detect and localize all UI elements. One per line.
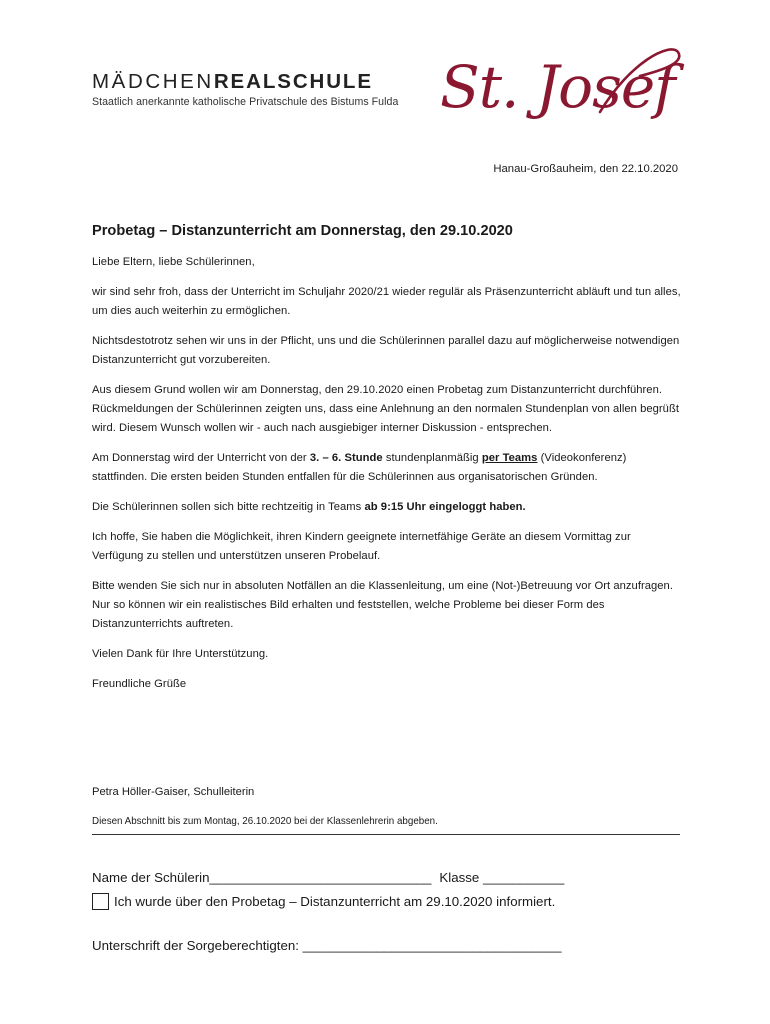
p4-lessons-bold: 3. – 6. Stunde	[309, 452, 383, 464]
signature-field[interactable]: Unterschrift der Sorgeberechtigten: ___________________________________	[92, 938, 562, 953]
cut-divider	[92, 834, 680, 835]
p4-text-a: Am Donnerstag wird der Unterricht von der	[92, 452, 310, 464]
informed-checkbox-label: Ich wurde über den Probetag – Distanzunterricht am 29.10.2020 informiert.	[114, 894, 556, 909]
logo-swash-icon	[560, 42, 690, 152]
paragraph-2: Nichtsdestotrotz sehen wir uns in der Pflicht, uns und die Schülerinnen parallel dazu auf möglicherweise notwendigen Distanzunterricht gut vorzubereiten.	[92, 335, 680, 366]
informed-checkbox[interactable]	[92, 893, 109, 910]
p4-teams-bold: per Teams	[481, 452, 538, 464]
signer-name: Petra Höller-Gaiser, Schulleiterin	[92, 786, 255, 798]
class-field[interactable]: Klasse ___________	[439, 870, 565, 885]
return-note: Diesen Abschnitt bis zum Montag, 26.10.2020 bei der Klassenlehrerin abgeben.	[92, 816, 438, 827]
p4-text-e: (Videokonferenz) stattfinden. Die ersten beiden Stunden entfallen für die Schülerinnen aus organisatorischen Gründen.	[92, 452, 627, 483]
date-line: Hanau-Großauheim, den 22.10.2020	[493, 163, 678, 175]
consent-row	[92, 893, 555, 910]
paragraph-6: Ich hoffe, Sie haben die Möglichkeit, ihren Kindern geeignete internetfähige Geräte an diesem Vormittag zur Verfügung zu stellen und unterstützen unseren Probelauf.	[92, 531, 631, 562]
student-name-field[interactable]: Name der Schülerin______________________________	[92, 870, 432, 885]
school-subtitle: Staatlich anerkannte katholische Privatschule des Bistums Fulda	[92, 96, 399, 108]
p5-text-a: Die Schülerinnen sollen sich bitte rechtzeitig in Teams	[92, 501, 365, 513]
st-josef-logo: St. Josef	[440, 53, 675, 121]
thanks-line: Vielen Dank für Ihre Unterstützung.	[92, 648, 269, 660]
p5-time-bold: ab 9:15 Uhr eingeloggt haben.	[364, 501, 526, 513]
closing-line: Freundliche Grüße	[92, 678, 187, 690]
letter-title: Probetag – Distanzunterricht am Donnerstag, den 29.10.2020	[92, 223, 513, 239]
paragraph-7: Bitte wenden Sie sich nur in absoluten Notfällen an die Klassenleitung, um eine (Not-)Betreuung vor Ort anzufragen. Nur so können wir ein realistisches Bild erhalten und feststellen, welche Probleme bei dieser Form des Distanzunterrichts auftreten.	[92, 580, 673, 630]
paragraph-1: wir sind sehr froh, dass der Unterricht im Schuljahr 2020/21 wieder regulär als Präsenzunterricht abläuft und tun alles, um dies auch weiterhin zu ermöglichen.	[92, 286, 681, 317]
name-class-row	[92, 870, 564, 885]
school-name-light: MÄDCHEN	[92, 70, 214, 93]
paragraph-5	[92, 498, 684, 517]
paragraph-4	[92, 449, 684, 487]
school-name	[92, 70, 373, 94]
p4-text-c: stundenplanmäßig	[382, 452, 482, 464]
letter-body	[92, 223, 684, 705]
paragraph-3: Aus diesem Grund wollen wir am Donnerstag, den 29.10.2020 einen Probetag zum Distanzunterricht durchführen. Rückmeldungen der Schülerinnen zeigten uns, dass eine Anlehnung an den normalen Stundenplan von allen begrüßt wird. Diesem Wunsch wollen wir - auch nach ausgiebiger interner Diskussion - entsprechen.	[92, 384, 679, 434]
school-name-bold: REALSCHULE	[213, 70, 373, 93]
salutation: Liebe Eltern, liebe Schülerinnen,	[92, 256, 255, 268]
